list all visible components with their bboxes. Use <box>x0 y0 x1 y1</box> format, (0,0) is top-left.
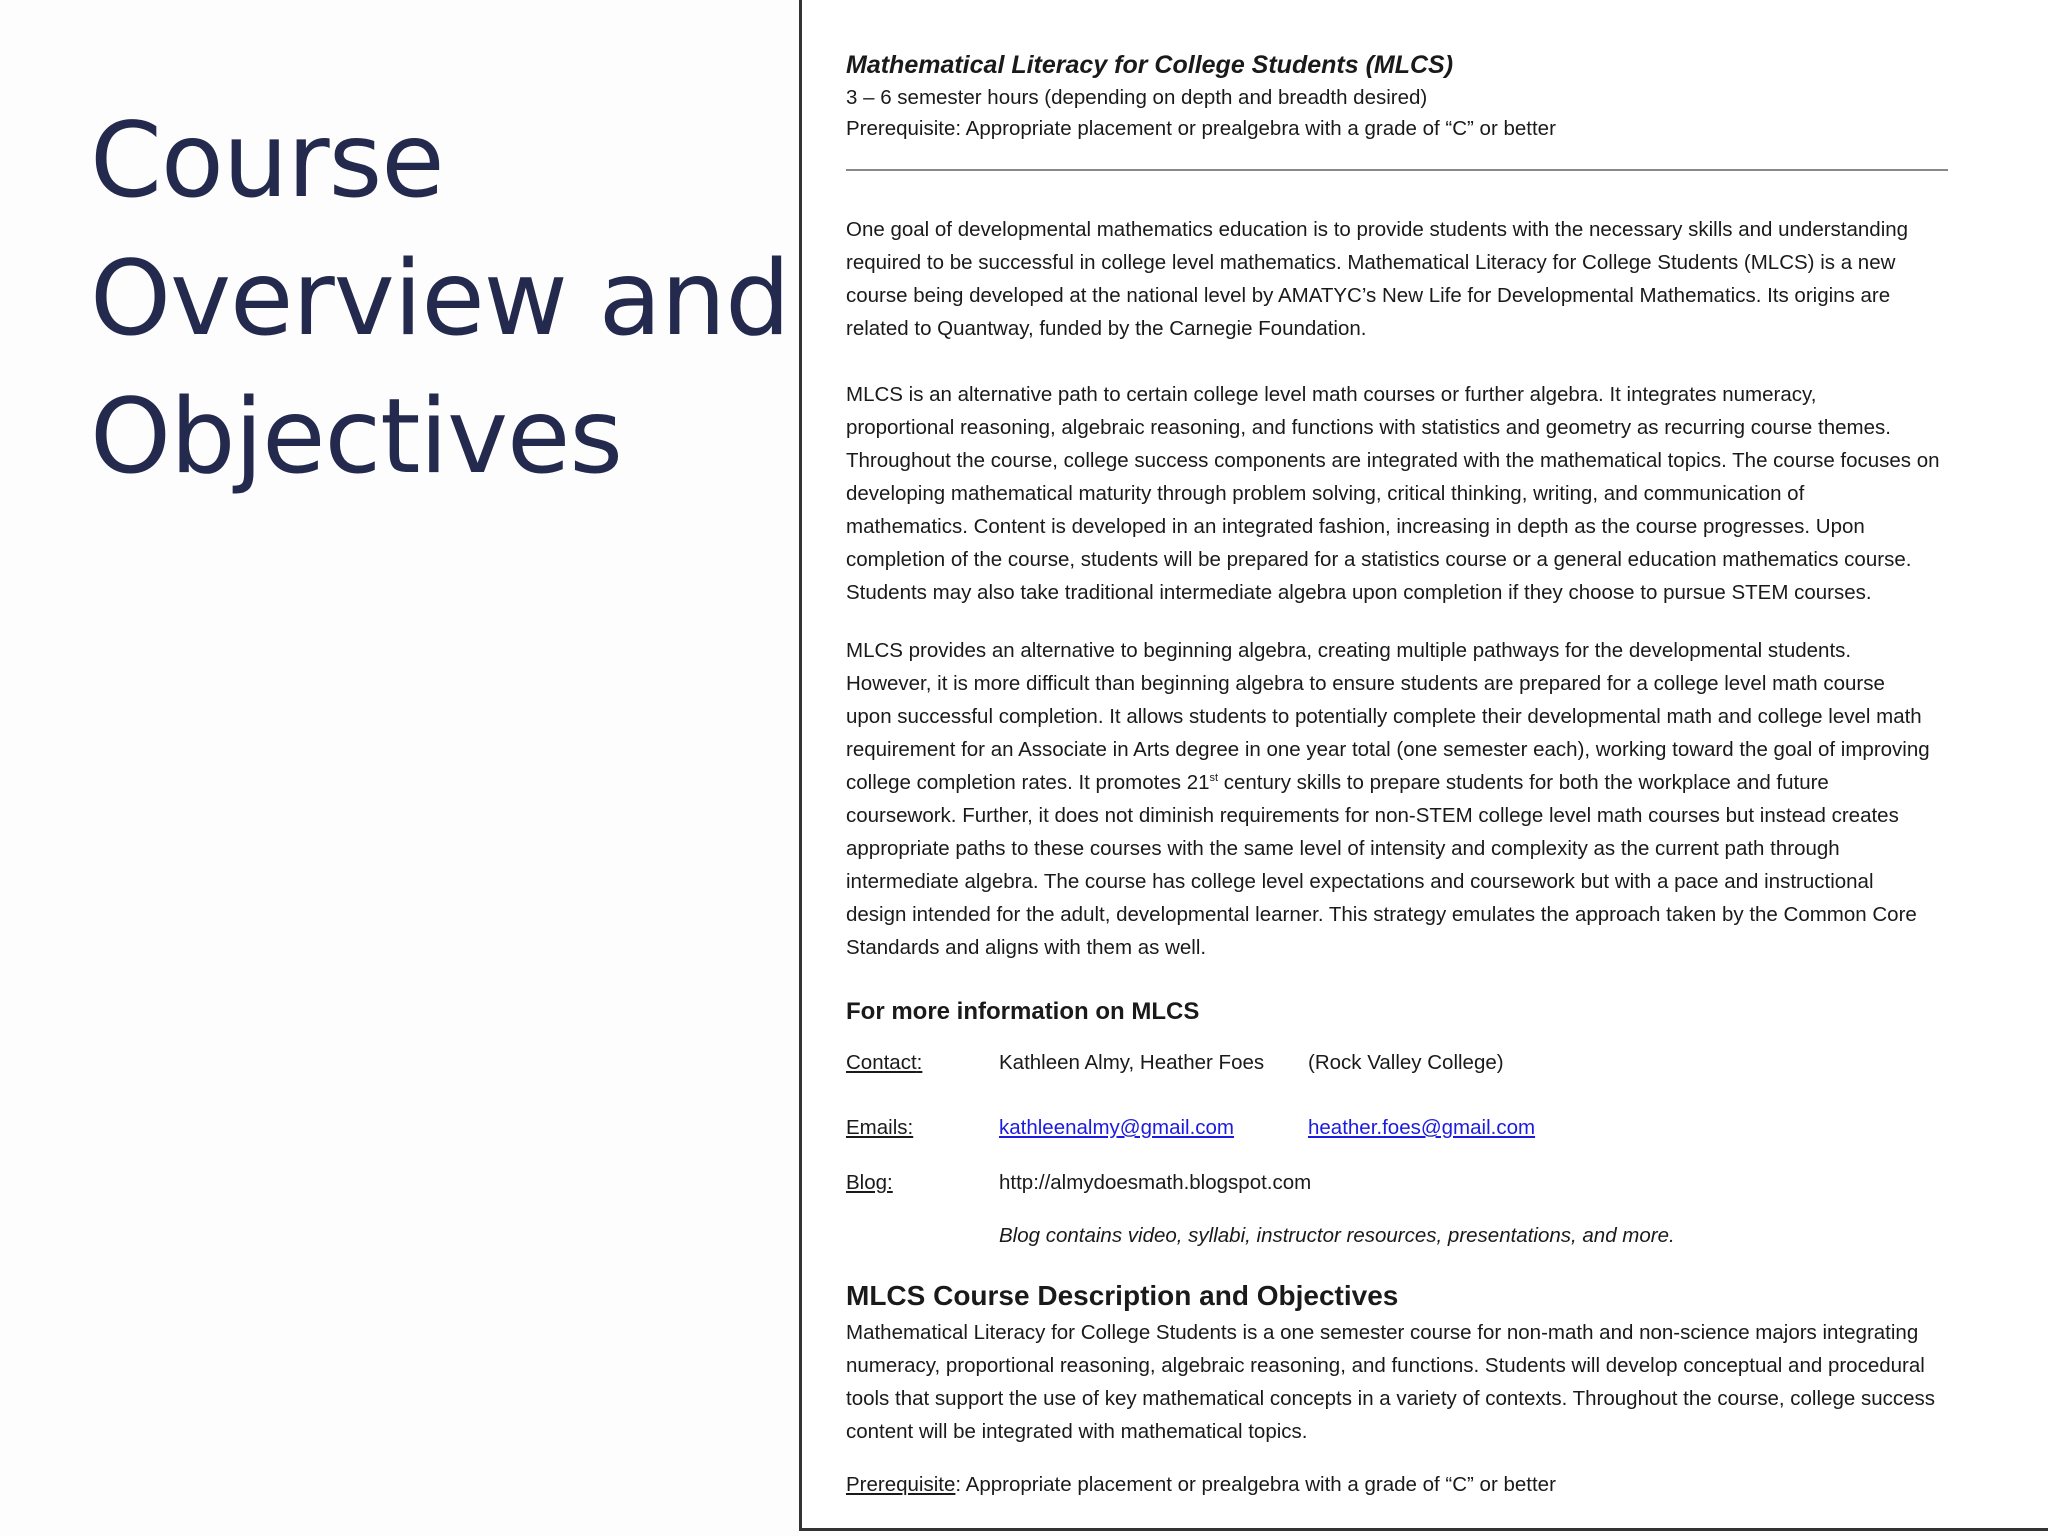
text-line: Mathematical Literacy for College Students is a one semester course for non-math and non-science majors integrating <box>846 1321 1919 1344</box>
text-line: required to be successful in college level mathematics. Mathematical Literacy for College Students (MLCS) is a new <box>846 251 1896 274</box>
course-hours: 3 – 6 semester hours (depending on depth and breadth desired) <box>846 86 1428 109</box>
blog-note: Blog contains video, syllabi, instructor resources, presentations, and more. <box>999 1224 1675 1247</box>
text-line: design intended for the adult, developmental learner. This strategy emulates the approach taken by the Common Core <box>846 903 1917 926</box>
colon: : <box>887 1171 893 1194</box>
text-line: related to Quantway, funded by the Carnegie Foundation. <box>846 317 1367 340</box>
paragraph-pathways <box>846 634 2016 964</box>
contact-row <box>846 1051 2016 1084</box>
text-line: Throughout the course, college success components are integrated with the mathematical topics. The course focuses on <box>846 449 1940 472</box>
course-description-heading: MLCS Course Description and Objectives <box>846 1280 1399 1311</box>
document-image <box>799 0 2048 1531</box>
blog-label-text: Blog <box>846 1171 888 1194</box>
course-description-prerequisite <box>846 1468 2016 1501</box>
emails-label <box>846 1116 913 1140</box>
paragraph-intro <box>846 213 2016 345</box>
text-line: MLCS is an alternative path to certain college level math courses or further algebra. It integrates numeracy, <box>846 383 1817 406</box>
slide-title <box>90 92 790 506</box>
superscript: st <box>1209 772 1219 785</box>
text-line: However, it is more difficult than beginning algebra to ensure students are prepared for a college level math course <box>846 672 1885 695</box>
text-line: coursework. Further, it does not diminish requirements for non-STEM college level math courses but instead creates <box>846 804 1899 827</box>
text-line: intermediate algebra. The course has college level expectations and coursework but with a pace and instructional <box>846 870 1874 893</box>
text-fragment: century skills to prepare students for both the workplace and future <box>1218 771 1829 794</box>
text-line: upon successful completion. It allows students to potentially complete their developmental math and college level math <box>846 705 1922 728</box>
text-line <box>846 766 2016 799</box>
emails-row <box>846 1116 2016 1149</box>
course-name: Mathematical Literacy for College Students (MLCS) <box>846 51 1454 79</box>
contact-names: Kathleen Almy, Heather Foes <box>999 1051 1265 1074</box>
text-line: numeracy, proportional reasoning, algebraic reasoning, and functions. Students will develop conceptual and procedural <box>846 1354 1925 1377</box>
course-prerequisite: Prerequisite: Appropriate placement or prealgebra with a grade of “C” or better <box>846 117 1556 140</box>
blog-note-row <box>846 1224 2016 1257</box>
text-line: developing mathematical maturity through problem solving, critical thinking, writing, and communication of <box>846 482 1805 505</box>
contact-label-text: Contact <box>846 1051 917 1074</box>
contact-organization: (Rock Valley College) <box>1308 1051 1504 1074</box>
slide-title-line: Overview and <box>90 239 790 359</box>
text-line: MLCS provides an alternative to beginning algebra, creating multiple pathways for the developmental students. <box>846 639 1852 662</box>
text-line: requirement for an Associate in Arts degree in one year total (one semester each), working toward the goal of improving <box>846 738 1930 761</box>
colon: : <box>916 1051 923 1074</box>
text-line: Standards and aligns with them as well. <box>846 936 1207 959</box>
text-line: proportional reasoning, algebraic reasoning, and functions with statistics and geometry as recurring course themes. <box>846 416 1891 439</box>
colon: : <box>907 1116 914 1139</box>
paragraph-alternative-path <box>846 378 2016 609</box>
emails-label-text: Emails <box>846 1116 908 1139</box>
email-link-heather[interactable]: heather.foes@gmail.com <box>1308 1116 1536 1139</box>
prerequisite-label: Prerequisite <box>846 1473 956 1496</box>
prerequisite-text: : Appropriate placement or prealgebra with a grade of “C” or better <box>955 1473 1556 1496</box>
text-line: completion of the course, students will be prepared for a statistics course or a general education mathematics course. <box>846 548 1912 571</box>
text-line: One goal of developmental mathematics education is to provide students with the necessary skills and understanding <box>846 218 1909 241</box>
blog-row <box>846 1171 2016 1204</box>
email-link-kathleen[interactable]: kathleenalmy@gmail.com <box>999 1116 1235 1139</box>
contact-label <box>846 1051 922 1075</box>
text-line: Students may also take traditional intermediate algebra upon completion if they choose to pursue STEM courses. <box>846 581 1872 604</box>
text-line: mathematics. Content is developed in an integrated fashion, increasing in depth as the course progresses. Upon <box>846 515 1865 538</box>
horizontal-rule <box>846 169 1948 171</box>
slide-title-line: Objectives <box>90 377 623 497</box>
text-fragment: college completion rates. It promotes 21 <box>846 771 1210 794</box>
text-line: content will be integrated with mathematical topics. <box>846 1420 1308 1443</box>
blog-label <box>846 1171 893 1195</box>
text-line: course being developed at the national level by AMATYC’s New Life for Developmental Mathematics. Its origins are <box>846 284 1891 307</box>
blog-url: http://almydoesmath.blogspot.com <box>999 1171 1312 1194</box>
paragraph-course-description <box>846 1316 2016 1448</box>
slide-title-line: Course <box>90 101 444 221</box>
more-info-heading: For more information on MLCS <box>846 998 1200 1025</box>
document-content <box>846 48 2016 1501</box>
text-line: tools that support the use of key mathematical concepts in a variety of contexts. Throughout the course, college success <box>846 1387 1935 1410</box>
text-line: appropriate paths to these courses with the same level of intensity and complexity as the current path through <box>846 837 1840 860</box>
